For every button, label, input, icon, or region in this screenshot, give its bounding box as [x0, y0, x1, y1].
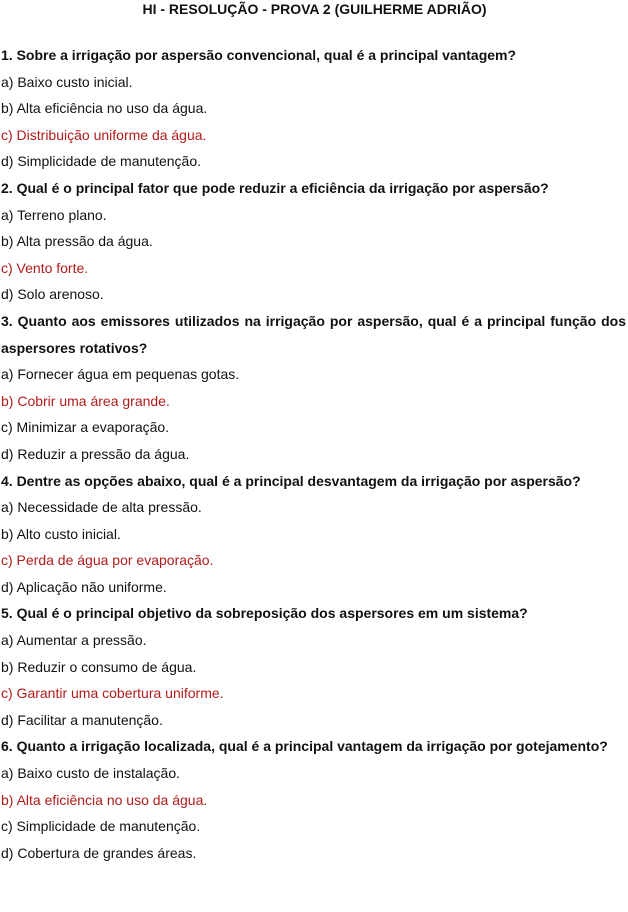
document-title: HI - RESOLUÇÃO - PROVA 2 (GUILHERME ADRIÃO): [142, 1, 487, 17]
question-statement: 1. Sobre a irrigação por aspersão convencional, qual é a principal vantagem?: [1, 47, 517, 63]
question-statement: 5. Qual é o principal objetivo da sobreposição dos aspersores em um sistema?: [1, 605, 528, 622]
correct-answer-option-c: c) Garantir uma cobertura uniforme.: [1, 685, 224, 702]
answer-option-d: d) Simplicidade de manutenção.: [1, 153, 202, 170]
answer-option-a: a) Baixo custo inicial.: [1, 73, 133, 90]
correct-answer-option-c: c) Distribuição uniforme da água.: [1, 126, 207, 143]
correct-answer-option-c: c) Vento forte.: [1, 259, 89, 276]
correct-answer-option-b: b) Cobrir uma área grande.: [1, 392, 170, 409]
answer-option-b: b) Alta pressão da água.: [1, 233, 153, 250]
answer-option-c: c) Simplicidade de manutenção.: [1, 818, 201, 835]
question-5: [1, 600, 628, 733]
question-list: [1, 42, 628, 866]
answer-option-a: a) Terreno plano.: [1, 206, 107, 223]
answer-option-a: a) Necessidade de alta pressão.: [1, 499, 202, 516]
question-6: [1, 733, 628, 866]
answer-option-d: d) Solo arenoso.: [1, 286, 104, 303]
answer-option-d: d) Aplicação não uniforme.: [1, 578, 167, 595]
question-statement: 2. Qual é o principal fator que pode reduzir a eficiência da irrigação por aspersão?: [1, 179, 549, 196]
question-3: [1, 308, 628, 468]
answer-option-d: d) Facilitar a manutenção.: [1, 711, 163, 728]
correct-answer-option-c: c) Perda de água por evaporação.: [1, 552, 214, 569]
answer-option-a: a) Aumentar a pressão.: [1, 632, 147, 649]
answer-option-d: d) Cobertura de grandes áreas.: [1, 844, 197, 861]
answer-option-c: c) Minimizar a evaporação.: [1, 419, 170, 436]
answer-option-b: b) Alta eficiência no uso da água.: [1, 100, 208, 117]
answer-option-b: b) Alto custo inicial.: [1, 525, 121, 542]
question-statement: 3. Quanto aos emissores utilizados na irrigação por aspersão, qual é a principal função dos aspersores rotativos?: [1, 312, 626, 356]
question-statement: 6. Quanto a irrigação localizada, qual é a principal vantagem da irrigação por gotejamento?: [1, 738, 608, 755]
question-4: [1, 468, 628, 601]
answer-option-d: d) Reduzir a pressão da água.: [1, 445, 190, 462]
answer-option-b: b) Reduzir o consumo de água.: [1, 658, 197, 675]
question-statement: 4. Dentre as opções abaixo, qual é a principal desvantagem da irrigação por aspersão?: [1, 472, 581, 489]
answer-option-a: a) Baixo custo de instalação.: [1, 765, 180, 782]
correct-answer-option-b: b) Alta eficiência no uso da água.: [1, 791, 208, 808]
answer-option-a: a) Fornecer água em pequenas gotas.: [1, 366, 240, 383]
question-2: [1, 175, 628, 308]
question-1: [1, 42, 628, 175]
